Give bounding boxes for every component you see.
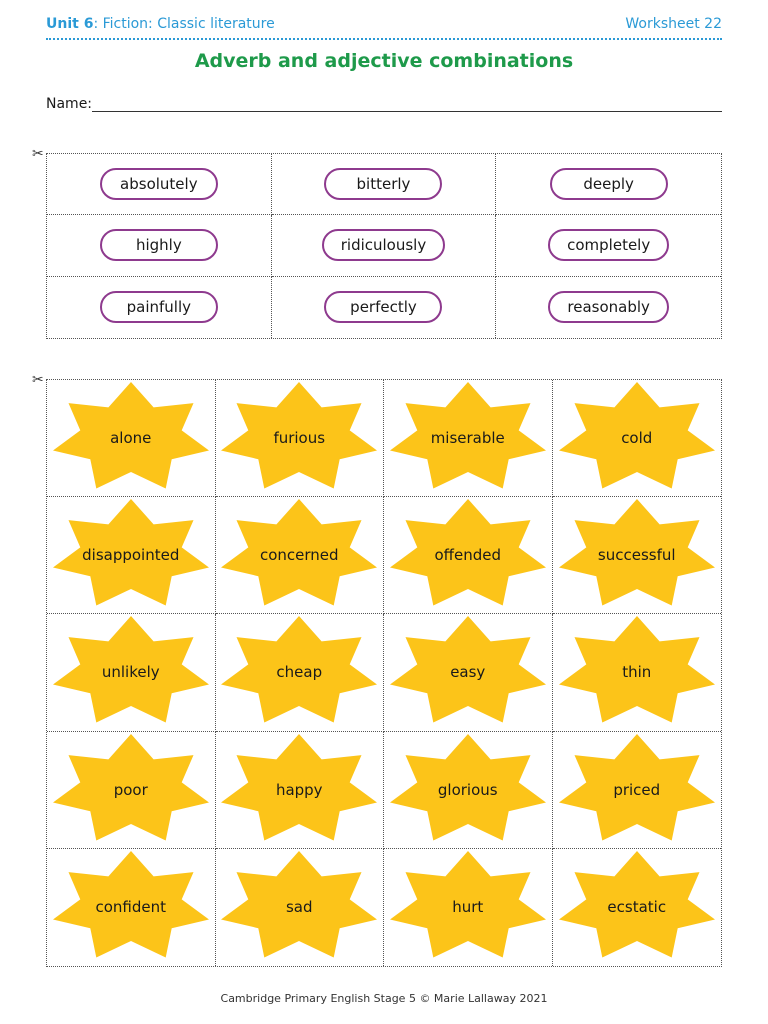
adjective-card [553,732,722,849]
scissors-icon: ✂ [32,146,44,162]
adjective-label: happy [275,780,323,799]
worksheet-number: Worksheet 22 [625,16,722,32]
adjective-label: thin [622,663,652,682]
adjective-label: offended [434,546,502,565]
adverb-card [47,154,272,215]
adjective-label: hurt [452,898,484,917]
adjective-label: alone [110,429,152,448]
name-field-row [46,96,722,116]
adjective-label: sad [285,898,313,917]
adjective-card [47,849,216,966]
adverb-card [272,215,497,276]
adjective-label: cold [621,429,653,448]
adjective-label: ecstatic [607,898,667,917]
page-footer: Cambridge Primary English Stage 5 © Marie Lallaway 2021 [220,992,548,1005]
adverb-label: reasonably [548,291,669,323]
page-title: Adverb and adjective combinations [194,50,574,72]
adjective-label: cheap [276,663,323,682]
adverb-card [496,154,721,215]
adjective-card [553,497,722,614]
adjective-label: miserable [430,429,505,448]
adjective-card [216,380,385,497]
adverb-card [47,215,272,276]
adjective-label: disappointed [82,546,180,565]
adjective-card [47,497,216,614]
adjective-card [47,614,216,731]
unit-label: Unit 6 [46,16,94,32]
adjective-card-grid [46,379,722,967]
unit-heading [46,16,275,32]
scissors-icon: ✂ [32,372,44,388]
adjective-card [553,849,722,966]
adjective-label: poor [113,780,148,799]
name-label: Name: [46,96,93,112]
adjective-card [216,614,385,731]
adjective-card [384,732,553,849]
adverb-card [496,277,721,338]
adjective-label: easy [450,663,486,682]
adverb-label: deeply [550,168,668,200]
adjective-label: unlikely [101,663,160,682]
adverb-label: ridiculously [322,229,446,261]
adverb-label: completely [548,229,669,261]
adverb-label: absolutely [100,168,218,200]
adverb-label: perfectly [324,291,442,323]
adjective-label: confident [95,898,167,917]
adverb-label: bitterly [324,168,442,200]
adjective-card [384,849,553,966]
adverb-card-grid [46,153,722,339]
adjective-card [384,497,553,614]
adverb-card [272,277,497,338]
adjective-card [47,732,216,849]
adjective-label: concerned [259,546,339,565]
adverb-label: highly [100,229,218,261]
adverb-card [272,154,497,215]
adjective-card [216,732,385,849]
page-header [46,16,722,40]
adverb-label: painfully [100,291,218,323]
adjective-card [384,614,553,731]
adjective-label: priced [613,780,661,799]
adjective-label: furious [273,429,326,448]
adjective-card [47,380,216,497]
name-write-line[interactable] [92,111,722,112]
adjective-card [216,849,385,966]
adjective-card [216,497,385,614]
adjective-card [553,614,722,731]
adjective-card [553,380,722,497]
adjective-label: successful [597,546,676,565]
adverb-card [496,215,721,276]
adjective-card [384,380,553,497]
unit-title: : Fiction: Classic literature [93,16,275,32]
adverb-card [47,277,272,338]
adjective-label: glorious [437,780,498,799]
